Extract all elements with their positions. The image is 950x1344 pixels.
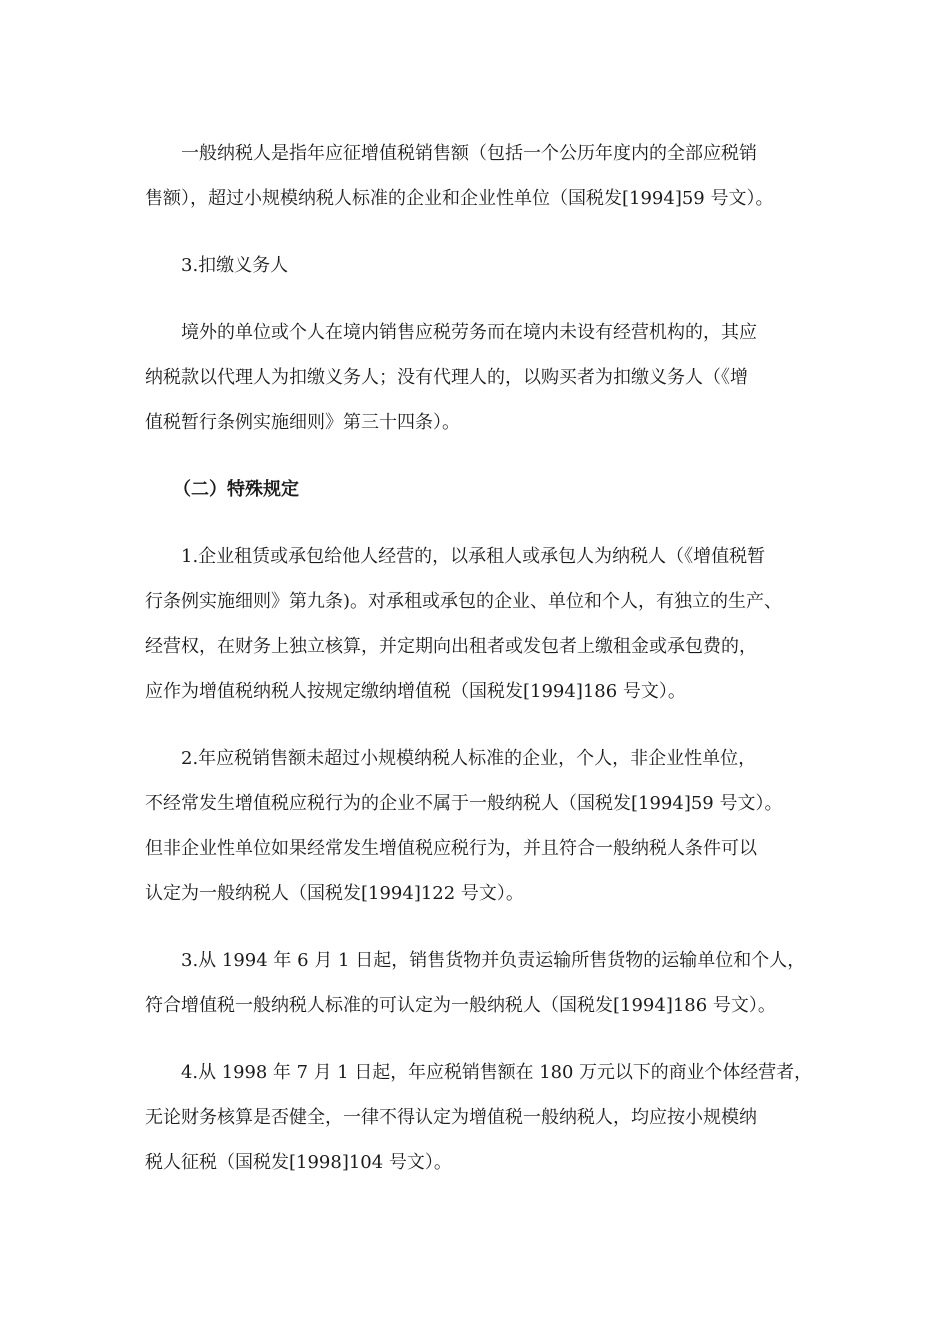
paragraph-1-line-2: 售额），超过小规模纳税人标准的企业和企业性单位（国税发[1994]59 号文）。 — [145, 188, 774, 209]
item-1-line-2: 行条例实施细则》第九条)。对承租或承包的企业、单位和个人，有独立的生产、 — [145, 591, 783, 612]
paragraph-2-line-2: 纳税款以代理人为扣缴义务人；没有代理人的，以购买者为扣缴义务人（《增 — [145, 367, 748, 388]
paragraph-2-line-3: 值税暂行条例实施细则》第三十四条）。 — [145, 412, 460, 433]
item-3-line-1: 3.从 1994 年 6 月 1 日起，销售货物并负责运输所售货物的运输单位和个人， — [181, 950, 806, 971]
item-2-line-1: 2.年应税销售额未超过小规模纳税人标准的企业，个人，非企业性单位， — [181, 748, 757, 769]
item-4-line-3: 税人征税（国税发[1998]104 号文）。 — [145, 1152, 452, 1173]
item-4-line-2: 无论财务核算是否健全，一律不得认定为增值税一般纳税人，均应按小规模纳 — [145, 1107, 757, 1128]
item-2-line-3: 但非企业性单位如果经常发生增值税应税行为，并且符合一般纳税人条件可以 — [145, 838, 757, 859]
item-1-line-1: 1.企业租赁或承包给他人经营的，以承租人或承包人为纳税人（《增值税暂 — [181, 546, 766, 567]
paragraph-1-line-1: 一般纳税人是指年应征增值税销售额（包括一个公历年度内的全部应税销 — [181, 143, 757, 164]
item-1-line-4: 应作为增值税纳税人按规定缴纳增值税（国税发[1994]186 号文）。 — [145, 681, 686, 702]
item-1-line-3: 经营权，在财务上独立核算，并定期向出租者或发包者上缴租金或承包费的， — [145, 636, 757, 657]
item-3-line-2: 符合增值税一般纳税人标准的可认定为一般纳税人（国税发[1994]186 号文）。 — [145, 995, 776, 1016]
subheading-withholding-agent: 3.扣缴义务人 — [181, 255, 289, 276]
item-2-line-2: 不经常发生增值税应税行为的企业不属于一般纳税人（国税发[1994]59 号文）。 — [145, 793, 783, 814]
item-4-line-1: 4.从 1998 年 7 月 1 日起，年应税销售额在 180 万元以下的商业个体经营者， — [181, 1062, 813, 1083]
paragraph-2-line-1: 境外的单位或个人在境内销售应税劳务而在境内未设有经营机构的，其应 — [181, 322, 757, 343]
item-2-line-4: 认定为一般纳税人（国税发[1994]122 号文）。 — [145, 883, 524, 904]
section-heading-special-rules: （二）特殊规定 — [173, 479, 299, 500]
